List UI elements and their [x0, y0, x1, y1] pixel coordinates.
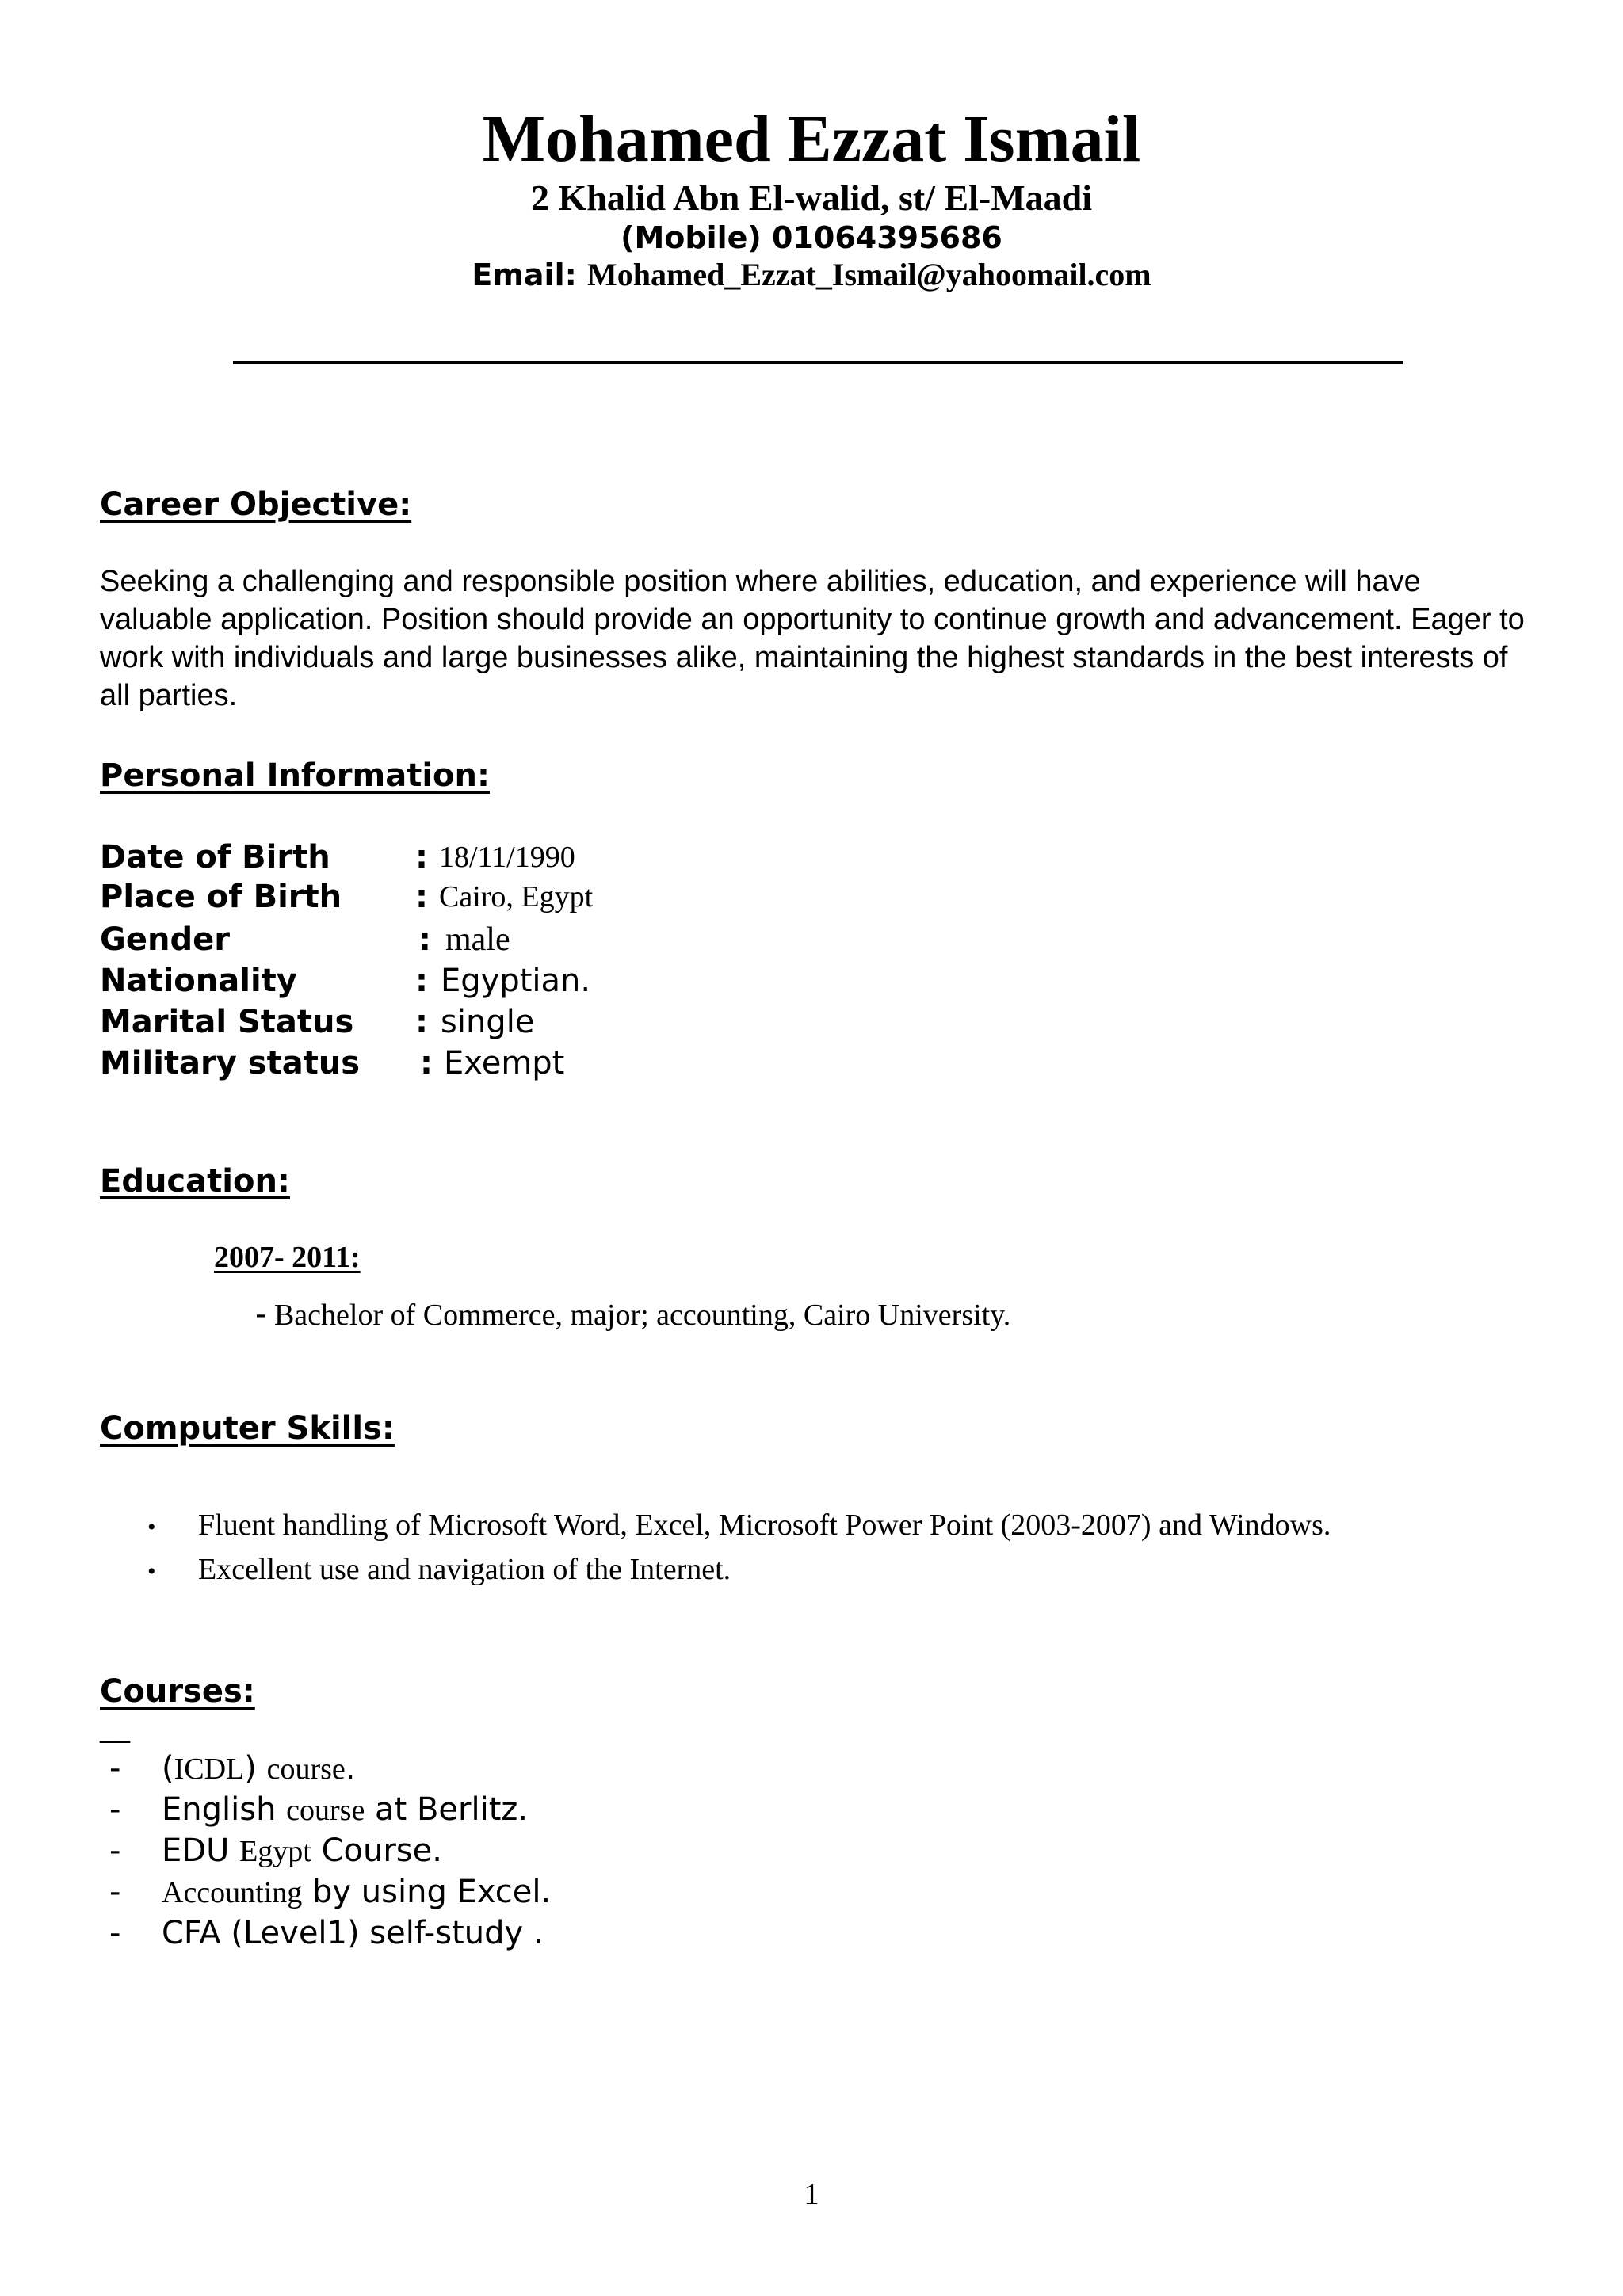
course-item-edu-egypt — [109, 1830, 442, 1871]
skill-item — [147, 1548, 731, 1593]
education-degree-text: Bachelor of Commerce, major; accounting, Cairo University. — [266, 1299, 1011, 1332]
course-text: course — [286, 1794, 365, 1827]
course-text: by using Excel. — [302, 1874, 552, 1910]
bullet-icon: • — [147, 1514, 156, 1540]
header-divider — [233, 361, 1403, 364]
skill-text: Fluent handling of Microsoft Word, Excel, Microsoft Power Point (2003-2007) and Windows. — [198, 1508, 1331, 1542]
personal-colon: : — [415, 839, 428, 875]
computer-skills-heading: Computer Skills: — [100, 1410, 395, 1447]
course-text: ( — [162, 1750, 174, 1787]
course-item-icdl — [109, 1748, 356, 1789]
personal-colon: : — [420, 1045, 433, 1081]
course-text: Egypt — [239, 1835, 311, 1868]
email-address: Mohamed_Ezzat_Ismail@yahoomail.com — [587, 257, 1151, 292]
course-text: ICDL — [174, 1753, 245, 1786]
personal-colon: : — [418, 921, 431, 958]
personal-label: Nationality — [100, 963, 297, 999]
email-line — [0, 255, 1623, 295]
course-text: Course. — [311, 1833, 442, 1869]
personal-label: Gender — [100, 921, 230, 958]
course-text: English — [162, 1791, 287, 1828]
career-objective-heading: Career Objective: — [100, 486, 412, 523]
course-text: EDU — [162, 1833, 240, 1869]
course-text: course — [266, 1753, 346, 1786]
skill-text: Excellent use and navigation of the Internet. — [198, 1553, 731, 1586]
course-text: CFA (Level1) self-study . — [162, 1915, 544, 1951]
personal-label: Date of Birth — [100, 839, 330, 875]
course-text: ) — [244, 1750, 267, 1787]
mobile-number: (Mobile) 01064395686 — [621, 220, 1002, 255]
personal-label: Marital Status — [100, 1004, 354, 1040]
personal-value: Exempt — [444, 1045, 565, 1081]
personal-information-heading: Personal Information: — [100, 757, 490, 794]
course-text: . — [345, 1750, 356, 1787]
bullet-icon: • — [147, 1558, 156, 1585]
education-years: 2007- 2011: — [214, 1241, 361, 1274]
email-label: Email: — [472, 257, 577, 292]
personal-colon: : — [415, 1004, 428, 1040]
education-degree — [255, 1295, 1010, 1335]
personal-value: Cairo, Egypt — [439, 880, 594, 913]
course-text: Accounting — [162, 1876, 303, 1909]
personal-value: Egyptian. — [441, 963, 591, 999]
course-dash: - — [109, 1833, 121, 1869]
courses-heading: Courses: — [100, 1673, 255, 1710]
course-item-cfa — [109, 1913, 544, 1954]
course-text: at Berlitz. — [365, 1791, 529, 1828]
career-objective-text: Seeking a challenging and responsible position where abilities, education, and experience will have valuable application. Position should provide an opportunity to continue growth and advancement. Eager to work with individuals and large businesses alike, maintaining the highest standards in the best interests of all parties. — [100, 565, 1525, 712]
education-dash: - — [255, 1296, 267, 1333]
courses-underscore: __ — [100, 1708, 130, 1743]
skill-item — [147, 1504, 1331, 1549]
course-dash: - — [109, 1874, 121, 1910]
course-dash: - — [109, 1915, 121, 1951]
education-heading: Education: — [100, 1163, 290, 1199]
personal-value: single — [441, 1004, 535, 1040]
personal-value: male — [445, 921, 510, 958]
page-number: 1 — [804, 2178, 819, 2211]
personal-colon: : — [415, 879, 428, 915]
course-item-english — [109, 1789, 528, 1830]
course-dash: - — [109, 1791, 121, 1828]
candidate-name: Mohamed Ezzat Ismail — [482, 102, 1141, 176]
course-item-accounting — [109, 1871, 551, 1913]
personal-label: Military status — [100, 1045, 361, 1081]
personal-colon: : — [415, 963, 428, 999]
personal-value: 18/11/1990 — [439, 841, 575, 874]
address: 2 Khalid Abn El-walid, st/ El-Maadi — [530, 177, 1093, 218]
course-dash: - — [109, 1750, 121, 1787]
personal-label: Place of Birth — [100, 879, 342, 915]
